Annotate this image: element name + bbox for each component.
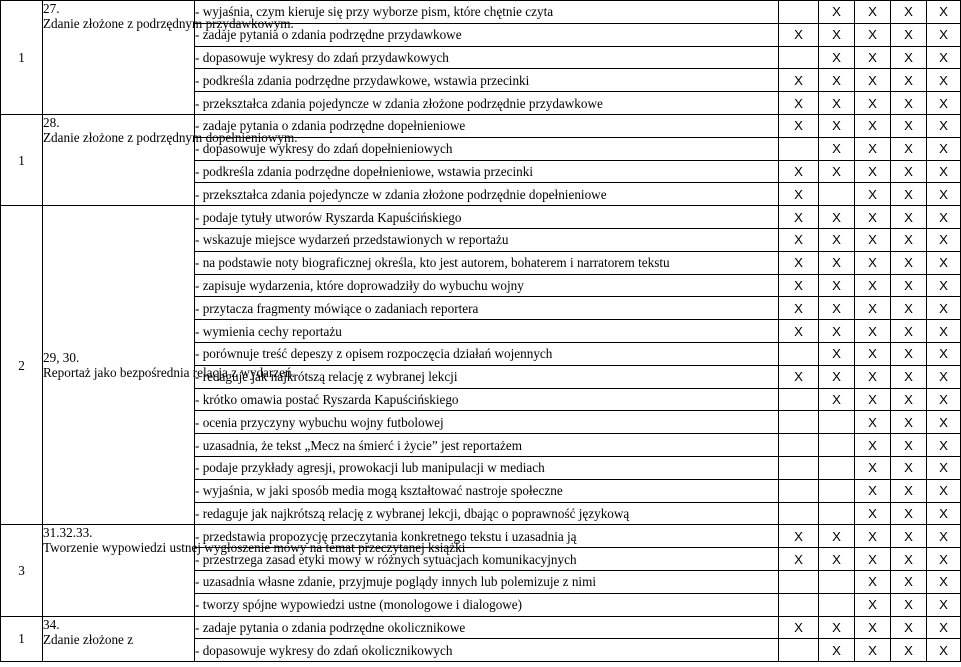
grade-mark-cell: X: [891, 411, 927, 434]
requirement-text: - zadaje pytania o zdania podrzędne dopełnieniowe: [195, 114, 779, 137]
grade-mark-cell: X: [819, 46, 855, 69]
hours-cell: 1: [1, 616, 43, 662]
grade-mark-cell: X: [927, 46, 961, 69]
grade-mark-cell: X: [891, 251, 927, 274]
grade-mark-cell: X: [891, 114, 927, 137]
grade-mark-cell: X: [927, 570, 961, 593]
grade-mark-cell: X: [779, 525, 819, 548]
topic-title: Tworzenie wypowiedzi ustnej wygłoszenie mowy na temat przeczytanej książki: [43, 540, 466, 556]
table-row: [1, 1, 961, 24]
grade-mark-cell: X: [891, 525, 927, 548]
topic-title: Zdanie złożone z: [43, 631, 134, 647]
grade-mark-cell: X: [855, 274, 891, 297]
topic-cell: [43, 114, 298, 205]
grade-mark-cell: X: [819, 274, 855, 297]
grade-mark-cell: X: [927, 365, 961, 388]
grade-mark-cell: X: [927, 639, 961, 662]
grade-mark-cell: X: [819, 548, 855, 571]
grade-mark-cell: X: [779, 183, 819, 206]
grade-mark-cell: X: [855, 137, 891, 160]
grade-mark-cell: X: [891, 46, 927, 69]
grade-mark-cell: X: [927, 502, 961, 525]
grade-mark-cell: [819, 593, 855, 616]
grade-mark-cell: [779, 411, 819, 434]
grade-mark-cell: X: [891, 69, 927, 92]
requirement-text: - przekształca zdania pojedyncze w zdania złożone podrzędnie przydawkowe: [195, 92, 779, 115]
grade-mark-cell: X: [779, 206, 819, 229]
grade-mark-cell: X: [819, 23, 855, 46]
grade-mark-cell: X: [819, 525, 855, 548]
grade-mark-cell: [819, 434, 855, 457]
grade-mark-cell: X: [855, 388, 891, 411]
grade-mark-cell: X: [891, 1, 927, 24]
grade-mark-cell: X: [819, 388, 855, 411]
grade-mark-cell: [819, 411, 855, 434]
grade-mark-cell: X: [855, 297, 891, 320]
grade-mark-cell: [779, 479, 819, 502]
topic-number: 27.: [43, 1, 60, 16]
grade-mark-cell: X: [819, 1, 855, 24]
grade-mark-cell: X: [779, 228, 819, 251]
requirement-text: - uzasadnia własne zdanie, przyjmuje poglądy innych lub polemizuje z nimi: [195, 570, 779, 593]
topic-number: 31.32.33.: [43, 525, 93, 541]
grade-mark-cell: X: [819, 228, 855, 251]
grade-mark-cell: [819, 183, 855, 206]
grade-mark-cell: X: [819, 342, 855, 365]
grade-mark-cell: X: [927, 616, 961, 639]
grade-mark-cell: X: [927, 342, 961, 365]
topic-title: Zdanie złożone z podrzędnym przydawkowym.: [43, 16, 294, 31]
grade-mark-cell: X: [855, 365, 891, 388]
topic-number: 29, 30.: [43, 350, 80, 366]
grade-mark-cell: X: [819, 297, 855, 320]
grade-mark-cell: X: [819, 616, 855, 639]
requirement-text: - przedstawia propozycję przeczytania konkretnego tekstu i uzasadnia ją: [195, 525, 779, 548]
grade-mark-cell: [779, 46, 819, 69]
grade-mark-cell: [779, 342, 819, 365]
topic-number: 34.: [43, 616, 60, 632]
requirement-text: - krótko omawia postać Ryszarda Kapuścińskiego: [195, 388, 779, 411]
grade-mark-cell: X: [927, 388, 961, 411]
table-row: [1, 525, 961, 548]
grade-mark-cell: X: [927, 183, 961, 206]
grade-mark-cell: X: [779, 69, 819, 92]
grade-mark-cell: X: [927, 251, 961, 274]
grade-mark-cell: X: [855, 206, 891, 229]
requirement-text: - tworzy spójne wypowiedzi ustne (monologowe i dialogowe): [195, 593, 779, 616]
requirement-text: - dopasowuje wykresy do zdań dopełnieniowych: [195, 137, 779, 160]
grade-mark-cell: X: [927, 23, 961, 46]
table-row: [1, 616, 961, 639]
requirement-text: - podaje przykłady agresji, prowokacji lub manipulacji w mediach: [195, 456, 779, 479]
grade-mark-cell: X: [819, 69, 855, 92]
grade-mark-cell: X: [855, 456, 891, 479]
grade-mark-cell: X: [779, 251, 819, 274]
requirement-text: - redaguje jak najkrótszą relację z wybranej lekcji: [195, 365, 779, 388]
topic-cell: [43, 616, 195, 662]
grade-mark-cell: X: [891, 137, 927, 160]
grade-mark-cell: X: [819, 365, 855, 388]
grade-mark-cell: X: [855, 228, 891, 251]
table-row: [1, 114, 961, 137]
requirement-text: - przestrzega zasad etyki mowy w różnych sytuacjach komunikacyjnych: [195, 548, 779, 571]
grade-mark-cell: X: [819, 320, 855, 343]
grade-mark-cell: [819, 570, 855, 593]
grade-mark-cell: X: [891, 548, 927, 571]
grade-mark-cell: X: [891, 274, 927, 297]
requirement-text: - dopasowuje wykresy do zdań okolicznikowych: [195, 639, 779, 662]
grade-mark-cell: X: [891, 479, 927, 502]
grade-mark-cell: X: [891, 342, 927, 365]
requirement-text: - wyjaśnia, czym kieruje się przy wyborze pism, które chętnie czyta: [195, 1, 779, 24]
grade-mark-cell: X: [855, 114, 891, 137]
grade-mark-cell: X: [891, 228, 927, 251]
hours-cell: 3: [1, 525, 43, 616]
requirement-text: - zadaje pytania o zdania podrzędne przydawkowe: [195, 23, 779, 46]
grade-mark-cell: X: [855, 92, 891, 115]
grade-mark-cell: X: [855, 548, 891, 571]
requirement-text: - przytacza fragmenty mówiące o zadaniach reportera: [195, 297, 779, 320]
grade-mark-cell: X: [779, 160, 819, 183]
grade-mark-cell: X: [855, 320, 891, 343]
grade-mark-cell: X: [855, 479, 891, 502]
topic-title: Zdanie złożone z podrzędnym dopełnieniowym.: [43, 129, 298, 145]
grade-mark-cell: X: [855, 411, 891, 434]
grade-mark-cell: X: [927, 548, 961, 571]
grade-mark-cell: [779, 570, 819, 593]
grade-mark-cell: X: [855, 639, 891, 662]
grade-mark-cell: [779, 388, 819, 411]
grade-mark-cell: [779, 502, 819, 525]
grade-mark-cell: X: [779, 365, 819, 388]
grade-mark-cell: [779, 639, 819, 662]
grade-mark-cell: X: [779, 616, 819, 639]
grade-mark-cell: X: [819, 114, 855, 137]
grade-mark-cell: X: [891, 570, 927, 593]
grade-mark-cell: X: [855, 525, 891, 548]
grade-mark-cell: X: [891, 456, 927, 479]
hours-cell: 1: [1, 1, 43, 115]
grade-mark-cell: X: [855, 23, 891, 46]
grade-mark-cell: [779, 1, 819, 24]
requirement-text: - wymienia cechy reportażu: [195, 320, 779, 343]
grade-mark-cell: X: [927, 137, 961, 160]
requirement-text: - na podstawie noty biograficznej określa, kto jest autorem, bohaterem i narratorem tekstu: [195, 251, 779, 274]
grade-mark-cell: X: [891, 320, 927, 343]
grade-mark-cell: X: [927, 92, 961, 115]
grade-mark-cell: X: [891, 616, 927, 639]
grade-mark-cell: [779, 434, 819, 457]
grade-mark-cell: X: [927, 434, 961, 457]
grade-mark-cell: [819, 479, 855, 502]
grade-mark-cell: X: [779, 92, 819, 115]
grade-mark-cell: X: [891, 639, 927, 662]
grade-mark-cell: [819, 502, 855, 525]
grade-mark-cell: X: [927, 228, 961, 251]
requirement-text: - wskazuje miejsce wydarzeń przedstawionych w reportażu: [195, 228, 779, 251]
grade-mark-cell: X: [891, 593, 927, 616]
grade-mark-cell: X: [891, 92, 927, 115]
grade-mark-cell: X: [891, 206, 927, 229]
grade-mark-cell: X: [819, 160, 855, 183]
grade-mark-cell: X: [819, 137, 855, 160]
grade-mark-cell: X: [927, 411, 961, 434]
grade-mark-cell: X: [855, 616, 891, 639]
grade-mark-cell: X: [855, 69, 891, 92]
grade-mark-cell: X: [891, 434, 927, 457]
requirement-text: - podaje tytuły utworów Ryszarda Kapuścińskiego: [195, 206, 779, 229]
grade-mark-cell: X: [819, 251, 855, 274]
requirement-text: - podkreśla zdania podrzędne przydawkowe, wstawia przecinki: [195, 69, 779, 92]
grade-mark-cell: X: [779, 114, 819, 137]
topic-title: Reportaż jako bezpośrednia relacja z wydarzeń.: [43, 365, 295, 381]
grade-mark-cell: X: [891, 183, 927, 206]
grade-mark-cell: [779, 593, 819, 616]
hours-cell: 1: [1, 114, 43, 205]
grade-mark-cell: [779, 456, 819, 479]
grade-mark-cell: X: [891, 502, 927, 525]
grade-mark-cell: X: [891, 388, 927, 411]
grade-mark-cell: X: [855, 502, 891, 525]
grade-mark-cell: X: [855, 593, 891, 616]
grade-mark-cell: X: [855, 434, 891, 457]
grade-mark-cell: X: [855, 46, 891, 69]
grade-mark-cell: X: [855, 183, 891, 206]
table-row: [1, 206, 961, 229]
grade-mark-cell: X: [819, 639, 855, 662]
grade-mark-cell: X: [855, 251, 891, 274]
grade-mark-cell: X: [927, 160, 961, 183]
grade-mark-cell: X: [819, 92, 855, 115]
grade-mark-cell: X: [779, 297, 819, 320]
grade-mark-cell: X: [779, 548, 819, 571]
grade-mark-cell: X: [855, 160, 891, 183]
hours-cell: 2: [1, 206, 43, 525]
grade-mark-cell: X: [927, 593, 961, 616]
grade-mark-cell: X: [927, 206, 961, 229]
requirement-text: - ocenia przyczyny wybuchu wojny futbolowej: [195, 411, 779, 434]
grade-mark-cell: X: [779, 320, 819, 343]
requirement-text: - wyjaśnia, w jaki sposób media mogą kształtować nastroje społeczne: [195, 479, 779, 502]
grade-mark-cell: X: [927, 274, 961, 297]
grade-mark-cell: X: [927, 456, 961, 479]
grade-mark-cell: X: [855, 342, 891, 365]
topic-cell: [43, 1, 294, 115]
grade-mark-cell: X: [855, 1, 891, 24]
grade-mark-cell: X: [891, 160, 927, 183]
grade-mark-cell: X: [891, 297, 927, 320]
grade-mark-cell: X: [927, 525, 961, 548]
grade-mark-cell: X: [927, 320, 961, 343]
grade-mark-cell: X: [891, 23, 927, 46]
grade-mark-cell: X: [927, 297, 961, 320]
requirement-text: - podkreśla zdania podrzędne dopełnieniowe, wstawia przecinki: [195, 160, 779, 183]
grade-mark-cell: X: [819, 206, 855, 229]
grade-mark-cell: [819, 456, 855, 479]
requirement-text: - przekształca zdania pojedyncze w zdania złożone podrzędnie dopełnieniowe: [195, 183, 779, 206]
grade-mark-cell: X: [927, 114, 961, 137]
requirement-text: - zadaje pytania o zdania podrzędne okolicznikowe: [195, 616, 779, 639]
requirement-text: - zapisuje wydarzenia, które doprowadziły do wybuchu wojny: [195, 274, 779, 297]
requirement-text: - uzasadnia, że tekst „Mecz na śmierć i życie” jest reportażem: [195, 434, 779, 457]
requirement-text: - dopasowuje wykresy do zdań przydawkowych: [195, 46, 779, 69]
grade-mark-cell: X: [855, 570, 891, 593]
grade-mark-cell: X: [927, 69, 961, 92]
requirement-text: - porównuje treść depeszy z opisem rozpoczęcia działań wojennych: [195, 342, 779, 365]
grade-mark-cell: X: [779, 23, 819, 46]
topic-number: 28.: [43, 114, 60, 130]
grade-mark-cell: X: [927, 1, 961, 24]
requirement-text: - redaguje jak najkrótszą relację z wybranej lekcji, dbając o poprawność językową: [195, 502, 779, 525]
grade-mark-cell: X: [779, 274, 819, 297]
grade-mark-cell: X: [891, 365, 927, 388]
grade-mark-cell: X: [927, 479, 961, 502]
grade-mark-cell: [779, 137, 819, 160]
